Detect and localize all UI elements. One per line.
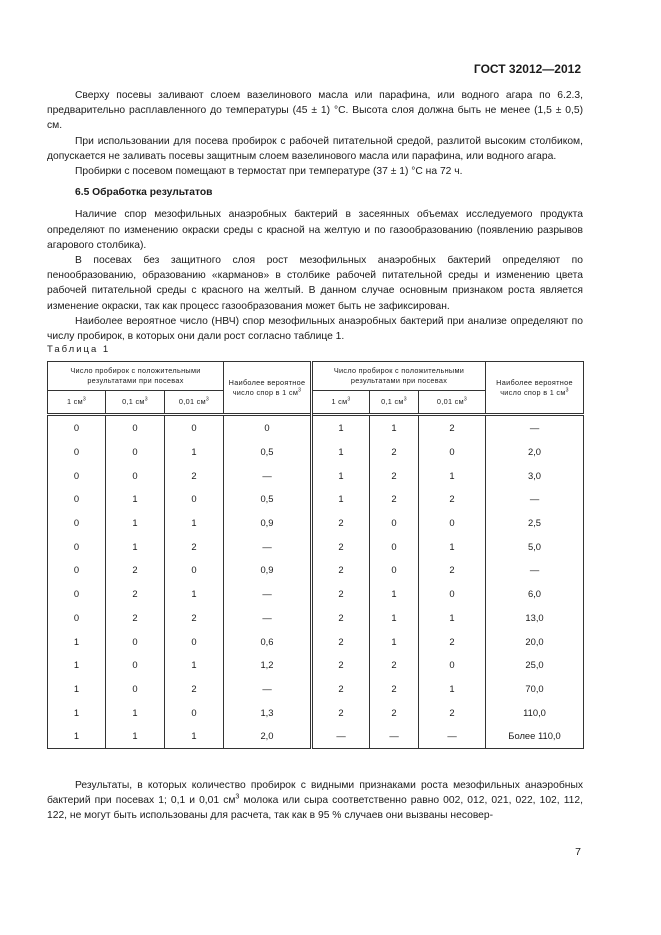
table-cell: 2 bbox=[419, 415, 486, 440]
col-header-01cm3: 0,1 $см^3$ bbox=[370, 391, 419, 415]
table-cell: 2 bbox=[419, 487, 486, 511]
table-cell: 1 bbox=[419, 606, 486, 630]
document-id: ГОСТ 32012—2012 bbox=[473, 62, 581, 76]
group-header-left: Число пробирок с положительными результатами при посевах bbox=[48, 362, 224, 391]
table-cell: 2 bbox=[419, 629, 486, 653]
table-cell: 2 bbox=[312, 606, 370, 630]
table-cell: 0 bbox=[419, 582, 486, 606]
table-cell: 0 bbox=[165, 700, 224, 724]
table-cell: 0 bbox=[48, 415, 106, 440]
table-cell: 0 bbox=[165, 487, 224, 511]
table-cell: 2 bbox=[165, 534, 224, 558]
page-number: 7 bbox=[575, 846, 581, 858]
table-cell: 2 bbox=[370, 677, 419, 701]
table-cell: 110,0 bbox=[486, 700, 584, 724]
col-header-01cm3: 0,1 $см^3$ bbox=[106, 391, 165, 415]
table-cell: 1 bbox=[106, 724, 165, 748]
table-cell: 0 bbox=[48, 606, 106, 630]
table-cell: 1 bbox=[165, 653, 224, 677]
table-cell: 1 bbox=[419, 677, 486, 701]
table-cell: 0 bbox=[224, 415, 312, 440]
table-cell: 6,0 bbox=[486, 582, 584, 606]
paragraph: Результаты, в которых количество пробирок с видными признаками роста мезофильных анаэробных бактерий при посевах 1; 0,1 и 0,01 $см^3$ молока или сыра соответственно равно 002, 012, 021, 022, 102, 112, 122, не могут быть использованы для расчета, так как в 95 % случаев они вызваны несовер- bbox=[47, 780, 583, 822]
table-cell: 2,5 bbox=[486, 511, 584, 535]
table-cell: 2 bbox=[106, 582, 165, 606]
table-cell: 2 bbox=[370, 653, 419, 677]
paragraph: В посевах без защитного слоя рост мезофильных анаэробных бактерий определяют по пенообразованию, образованию «карманов» в столбике рабочей питательной среды и изменению цвета рабочей питательной среды с красного на желтый. В данном случае основным признаком роста является изменение окраски, так как процесс газообразования может быть не зафиксирован. bbox=[47, 255, 583, 312]
table-cell: 0 bbox=[48, 558, 106, 582]
table-cell: 0 bbox=[370, 511, 419, 535]
table-cell: 0 bbox=[419, 653, 486, 677]
table-cell: 1 bbox=[419, 463, 486, 487]
table-cell: 2 bbox=[165, 677, 224, 701]
table-cell: 1 bbox=[165, 582, 224, 606]
col-header-001cm3: 0,01 $см^3$ bbox=[165, 391, 224, 415]
table-row bbox=[48, 511, 584, 535]
table-cell: 0 bbox=[106, 653, 165, 677]
table-cell: 2 bbox=[312, 534, 370, 558]
table-cell: 1 bbox=[312, 487, 370, 511]
col-header-1cm3: 1 $см^3$ bbox=[312, 391, 370, 415]
table-body bbox=[48, 415, 584, 749]
table-cell: 0 bbox=[106, 440, 165, 464]
table-cell: 1 bbox=[48, 629, 106, 653]
table-row bbox=[48, 534, 584, 558]
table-cell: 0,5 bbox=[224, 487, 312, 511]
table-cell: 0 bbox=[48, 582, 106, 606]
table-row bbox=[48, 415, 584, 440]
paragraph: Сверху посевы заливают слоем вазелинового масла или парафина, или водного агара по 6.2.3, предварительно расплавленного до температуры (45 ± 1) °С. Высота слоя должна быть не менее (1,5 ± 0,5) см. bbox=[47, 90, 583, 132]
table-cell: 2 bbox=[370, 463, 419, 487]
table-cell: 1 bbox=[48, 700, 106, 724]
table-cell: 1 bbox=[312, 415, 370, 440]
table-cell: 1 bbox=[106, 487, 165, 511]
table-cell: 5,0 bbox=[486, 534, 584, 558]
table-cell: — bbox=[224, 463, 312, 487]
table-cell: 0 bbox=[106, 415, 165, 440]
table-cell: 0 bbox=[48, 487, 106, 511]
table-cell: 2,0 bbox=[224, 724, 312, 748]
table-cell: 1,3 bbox=[224, 700, 312, 724]
table-cell: 0 bbox=[419, 440, 486, 464]
table-cell: Более 110,0 bbox=[486, 724, 584, 748]
table-cell: 0 bbox=[370, 558, 419, 582]
table-cell: 2 bbox=[312, 629, 370, 653]
table-cell: 0 bbox=[48, 440, 106, 464]
table-cell: 0 bbox=[106, 629, 165, 653]
table-cell: 2 bbox=[106, 558, 165, 582]
table-cell: 0 bbox=[370, 534, 419, 558]
table-cell: 2 bbox=[419, 700, 486, 724]
table-cell: 1 bbox=[165, 724, 224, 748]
table-cell: 2 bbox=[106, 606, 165, 630]
table-cell: 0,5 bbox=[224, 440, 312, 464]
table-cell: 1 bbox=[106, 511, 165, 535]
table-row bbox=[48, 487, 584, 511]
table-cell: 20,0 bbox=[486, 629, 584, 653]
table-cell: 2,0 bbox=[486, 440, 584, 464]
table-cell: 1,2 bbox=[224, 653, 312, 677]
col-header-001cm3: 0,01 $см^3$ bbox=[419, 391, 486, 415]
bottom-text bbox=[47, 778, 583, 824]
table-cell: 0 bbox=[106, 677, 165, 701]
table-cell: 0 bbox=[48, 534, 106, 558]
table-cell: — bbox=[224, 534, 312, 558]
table-cell: 1 bbox=[312, 440, 370, 464]
table-cell: 2 bbox=[312, 511, 370, 535]
table-cell: 1 bbox=[370, 629, 419, 653]
table-cell: 0 bbox=[48, 511, 106, 535]
paragraph: Наиболее вероятное число (НВЧ) спор мезофильных анаэробных бактерий при анализе определяют по числу пробирок, в которых они дали рост согласно таблице 1. bbox=[47, 315, 583, 343]
table-cell: 2 bbox=[370, 487, 419, 511]
table-cell: 0,6 bbox=[224, 629, 312, 653]
table-cell: 1 bbox=[106, 700, 165, 724]
table-cell: — bbox=[224, 582, 312, 606]
table-row bbox=[48, 606, 584, 630]
table-row bbox=[48, 700, 584, 724]
table-cell: 0,9 bbox=[224, 511, 312, 535]
table-cell: — bbox=[419, 724, 486, 748]
table-row bbox=[48, 677, 584, 701]
mpn-table bbox=[47, 361, 584, 749]
table-cell: — bbox=[486, 487, 584, 511]
table-cell: — bbox=[224, 677, 312, 701]
table-row bbox=[48, 724, 584, 748]
table-cell: 1 bbox=[419, 534, 486, 558]
table-cell: 3,0 bbox=[486, 463, 584, 487]
table-cell: — bbox=[312, 724, 370, 748]
table-row bbox=[48, 463, 584, 487]
body-text bbox=[47, 88, 583, 344]
table-cell: 2 bbox=[370, 440, 419, 464]
table-cell: 1 bbox=[370, 606, 419, 630]
paragraph: Пробирки с посевом помещают в термостат при температуре (37 ± 1) °С на 72 ч. bbox=[75, 166, 463, 178]
section-title: 6.5 Обработка результатов bbox=[75, 187, 213, 199]
table-cell: 1 bbox=[48, 677, 106, 701]
table-cell: 1 bbox=[165, 440, 224, 464]
table-cell: 25,0 bbox=[486, 653, 584, 677]
table-row bbox=[48, 629, 584, 653]
table-cell: 2 bbox=[312, 677, 370, 701]
table-caption: Таблица 1 bbox=[47, 344, 111, 355]
table-cell: 2 bbox=[312, 582, 370, 606]
table-cell: 2 bbox=[370, 700, 419, 724]
table-cell: 1 bbox=[165, 511, 224, 535]
paragraph: При использовании для посева пробирок с рабочей питательной средой, разлитой высоким столбиком, допускается не заливать посевы защитным слоем вазелинового масла или парафина, или водного агара. bbox=[47, 135, 583, 162]
group-header-right: Число пробирок с положительными результатами при посевах bbox=[312, 362, 486, 391]
table-row bbox=[48, 440, 584, 464]
table-cell: 2 bbox=[312, 558, 370, 582]
table-cell: 1 bbox=[106, 534, 165, 558]
table-cell: 0,9 bbox=[224, 558, 312, 582]
table-cell: — bbox=[486, 415, 584, 440]
mpn-header-right: Наиболее вероятное число спор в 1 $см^3$ bbox=[486, 362, 584, 415]
table-cell: 1 bbox=[312, 463, 370, 487]
table-cell: 0 bbox=[165, 415, 224, 440]
table-cell: 13,0 bbox=[486, 606, 584, 630]
table-cell: 0 bbox=[48, 463, 106, 487]
table-cell: — bbox=[370, 724, 419, 748]
table-cell: 2 bbox=[419, 558, 486, 582]
table-row bbox=[48, 653, 584, 677]
table-cell: 70,0 bbox=[486, 677, 584, 701]
mpn-header-left: Наиболее вероятное число спор в 1 $см^3$ bbox=[224, 362, 312, 415]
table-cell: 0 bbox=[165, 629, 224, 653]
table-row bbox=[48, 582, 584, 606]
table-cell: — bbox=[486, 558, 584, 582]
table-cell: 0 bbox=[165, 558, 224, 582]
table-cell: — bbox=[224, 606, 312, 630]
table-cell: 0 bbox=[106, 463, 165, 487]
table-cell: 0 bbox=[419, 511, 486, 535]
table-cell: 1 bbox=[48, 653, 106, 677]
table-cell: 2 bbox=[165, 606, 224, 630]
table-cell: 1 bbox=[370, 582, 419, 606]
col-header-1cm3: 1 $см^3$ bbox=[48, 391, 106, 415]
table-cell: 1 bbox=[48, 724, 106, 748]
paragraph: Наличие спор мезофильных анаэробных бактерий в засеянных объемах исследуемого продукта определяют по изменению окраски среды с красной на желтую и по газообразованию (появлению разрывов агарового столбика). bbox=[47, 209, 583, 251]
table-cell: 2 bbox=[312, 700, 370, 724]
table-cell: 1 bbox=[370, 415, 419, 440]
table-cell: 2 bbox=[165, 463, 224, 487]
table-cell: 2 bbox=[312, 653, 370, 677]
table-row bbox=[48, 558, 584, 582]
